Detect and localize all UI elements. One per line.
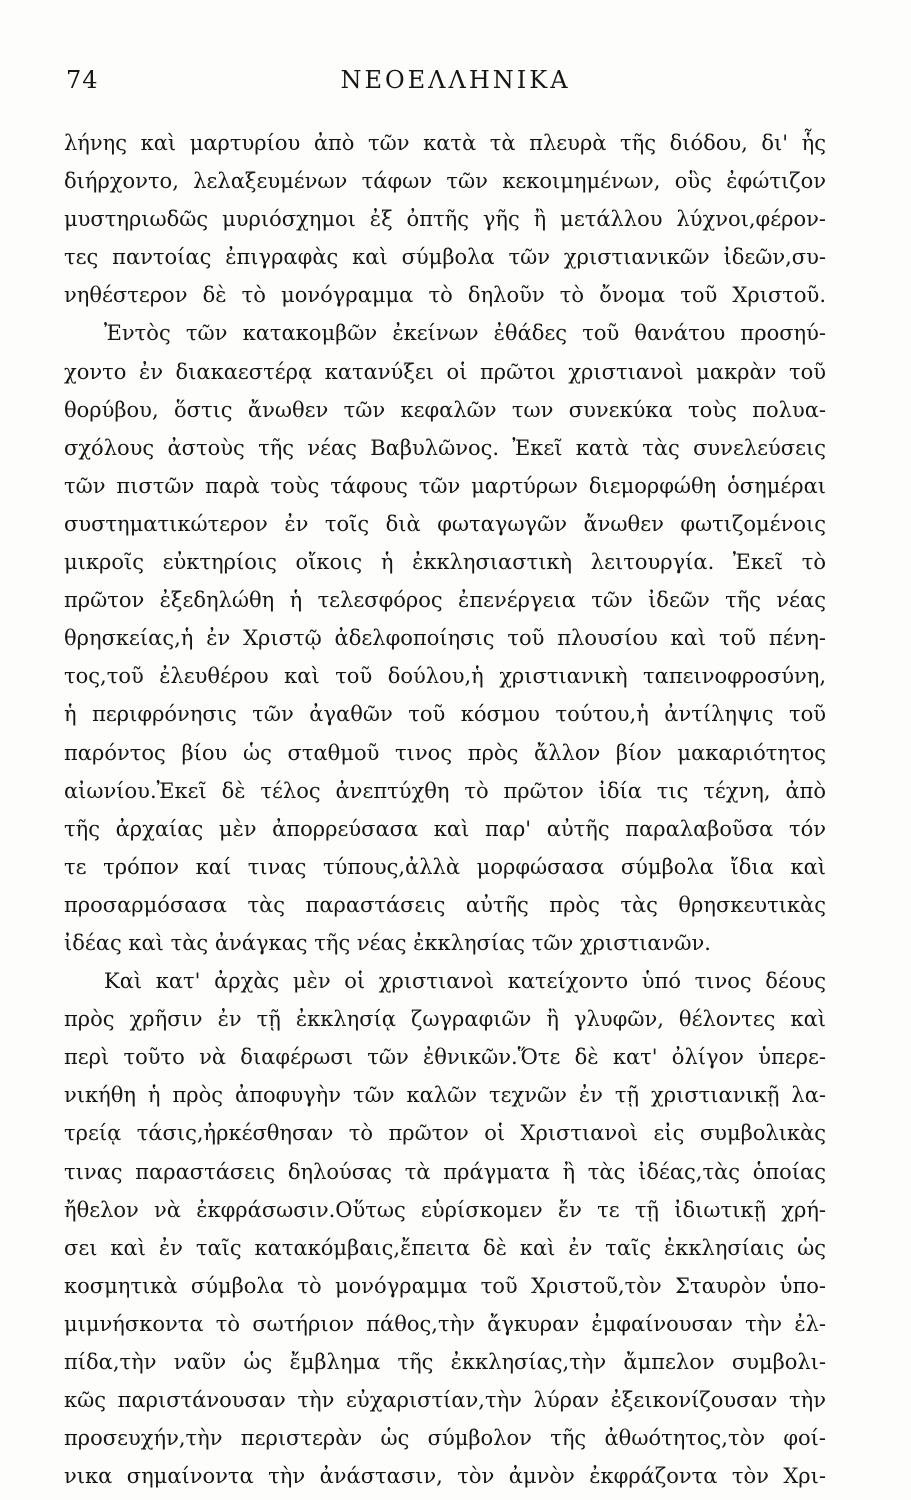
text-line: ἡ περιφρόνησις τῶν ἀγαθῶν τοῦ κόσμου τούτου,ἡ ἀντίληψις τοῦ [64,702,826,727]
running-title: ΝΕΟΕΛΛΗΝΙΚΑ [340,66,571,94]
paragraph-start-line: Ἐντὸς τῶν κατακομβῶν ἐκείνων ἐθάδες τοῦ θανάτου προσηύ- [104,321,826,346]
text-line: μιμνήσκοντα τὸ σωτήριον πάθος,τὴν ἄγκυραν ἐμφαίνουσαν τὴν ἐλ- [64,1311,826,1336]
text-line: προσευχήν,τὴν περιστερὰν ὡς σύμβολον τῆς ἀθωότητος,τὸν φοί- [64,1426,826,1451]
text-line: νηθέστερον δὲ τὸ μονόγραμμα τὸ δηλοῦν τὸ ὄνομα τοῦ Χριστοῦ. [64,283,826,308]
text-line: τῶν πιστῶν παρὰ τοὺς τάφους τῶν μαρτύρων διεμορφώθη ὁσημέραι [64,473,826,498]
text-line: πρὸς χρῆσιν ἐν τῇ ἐκκλησίᾳ ζωγραφιῶν ἢ γλυφῶν, θέλοντες καὶ [64,1007,826,1032]
text-line: αἰωνίου.Ἐκεῖ δὲ τέλος ἀνεπτύχθη τὸ πρῶτον ἰδία τις τέχνη, ἀπὸ [64,778,826,803]
text-line: πίδα,τὴν ναῦν ὡς ἔμβλημα τῆς ἐκκλησίας,τὴν ἄμπελον συμβολι- [64,1350,826,1374]
running-head [0,66,911,100]
text-line: διήρχοντο, λελαξευμένων τάφων τῶν κεκοιμημένων, οὓς ἐφώτιζον [64,169,826,194]
text-line: τρείᾳ τάσις,ἠρκέσθησαν τὸ πρῶτον οἱ Χριστιανοὶ εἰς συμβολικὰς [64,1121,826,1146]
paragraph-end-line: ἰδέας καὶ τὰς ἀνάγκας τῆς νέας ἐκκλησίας τῶν χριστιανῶν. [64,930,711,955]
text-line: μικροῖς εὐκτηρίοις οἴκοις ἡ ἐκκλησιαστικὴ λειτουργία. Ἐκεῖ τὸ [64,550,826,575]
text-line: περὶ τοῦτο νὰ διαφέρωσι τῶν ἐθνικῶν.Ὅτε δὲ κατ' ὀλίγον ὑπερε- [64,1045,826,1070]
text-line: μυστηριωδῶς μυριόσχημοι ἐξ ὀπτῆς γῆς ἢ μετάλλου λύχνοι,φέρον- [64,207,826,232]
text-line: τινας παραστάσεις δηλούσας τὰ πράγματα ἢ τὰς ἰδέας,τὰς ὁποίας [64,1159,826,1184]
text-line: σχόλους ἀστοὺς τῆς νέας Βαβυλῶνος. Ἐκεῖ κατὰ τὰς συνελεύσεις [64,435,826,460]
text-line: κοσμητικὰ σύμβολα τὸ μονόγραμμα τοῦ Χριστοῦ,τὸν Σταυρὸν ὑπο- [64,1273,826,1298]
text-line: νικήθη ἡ πρὸς ἀποφυγὴν τῶν καλῶν τεχνῶν ἐν τῇ χριστιανικῇ λα- [64,1083,826,1108]
text-line: κῶς παριστάνουσαν τὴν εὐχαριστίαν,τὴν λύραν ἐξεικονίζουσαν τὴν [64,1388,826,1413]
text-line: προσαρμόσασα τὰς παραστάσεις αὐτῆς πρὸς τὰς θρησκευτικὰς [64,892,826,917]
paragraph-start-line: Καὶ κατ' ἀρχὰς μὲν οἱ χριστιανοὶ κατείχοντο ὑπό τινος δέους [104,969,826,994]
text-line: παρόντος βίου ὡς σταθμοῦ τινος πρὸς ἄλλον βίον μακαριότητος [64,740,826,765]
text-line: θορύβου, ὅστις ἄνωθεν τῶν κεφαλῶν των συνεκύκα τοὺς πολυα- [64,397,826,422]
text-line: θρησκείας,ἡ ἐν Χριστῷ ἀδελφοποίησις τοῦ πλουσίου καὶ τοῦ πένη- [64,626,826,651]
text-line: νικα σημαίνοντα τὴν ἀνάστασιν, τὸν ἀμνὸν ἐκφράζοντα τὸν Χρι- [64,1464,826,1489]
text-line: πρῶτον ἐξεδηλώθη ἡ τελεσφόρος ἐπενέργεια τῶν ἰδεῶν τῆς νέας [64,588,826,613]
text-line: τε τρόπον καί τινας τύπους,ἀλλὰ μορφώσασα σύμβολα ἴδια καὶ [64,854,826,879]
text-line: τῆς ἀρχαίας μὲν ἀπορρεύσασα καὶ παρ' αὐτῆς παραλαβοῦσα τόν [64,816,826,841]
text-line: ἤθελον νὰ ἐκφράσωσιν.Οὕτως εὑρίσκομεν ἔν τε τῇ ἰδιωτικῇ χρή- [64,1197,826,1222]
body-text [64,124,826,1495]
text-line: σει καὶ ἐν ταῖς κατακόμβαις,ἔπειτα δὲ καὶ ἐν ταῖς ἐκκλησίαις ὡς [64,1235,826,1260]
text-line: λήνης καὶ μαρτυρίου ἀπὸ τῶν κατὰ τὰ πλευρὰ τῆς διόδου, δι' ἧς [64,131,826,155]
page-number: 74 [66,66,99,94]
text-line: συστηματικώτερον ἐν τοῖς διὰ φωταγωγῶν ἄνωθεν φωτιζομένοις [64,511,826,536]
text-line: τος,τοῦ ἐλευθέρου καὶ τοῦ δούλου,ἡ χριστιανικὴ ταπεινοφροσύνη, [64,664,826,689]
text-line: χοντο ἐν διακαεστέρᾳ κατανύξει οἱ πρῶτοι χριστιανοὶ μακρὰν τοῦ [64,359,826,384]
text-line: τες παντοίας ἐπιγραφὰς καὶ σύμβολα τῶν χριστιανικῶν ἰδεῶν,συ- [64,245,826,270]
